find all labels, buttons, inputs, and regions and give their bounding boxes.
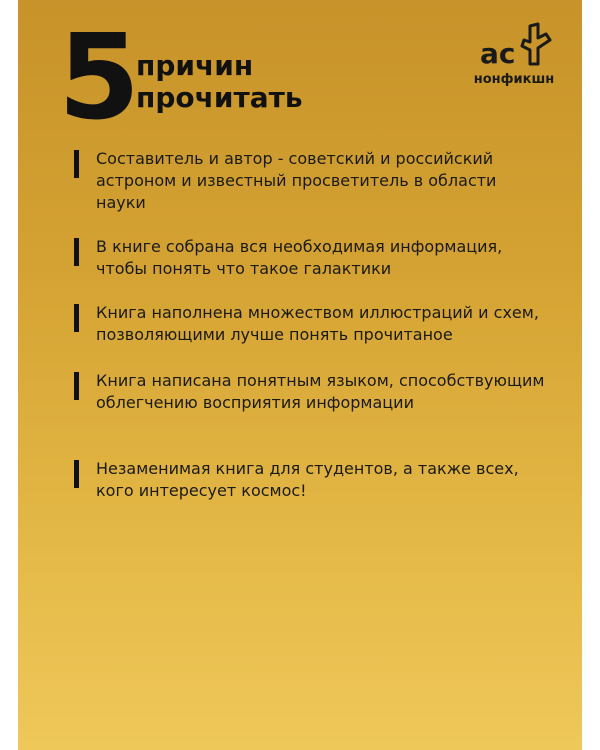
- reasons-count: 5: [58, 8, 139, 146]
- logo-name: нонфикшн: [473, 72, 555, 87]
- bullet-bar: [74, 304, 79, 332]
- reason-text: В книге собрана вся необходимая информация, чтобы понять что такое галактики: [96, 237, 503, 278]
- reason-text: Книга написана понятным языком, способствующим облегчению восприятия информации: [96, 371, 545, 412]
- title-line-2: прочитать: [136, 81, 303, 114]
- page-title: [136, 50, 303, 114]
- bullet-bar: [74, 460, 79, 488]
- title-line-1: причин: [136, 49, 254, 82]
- bullet-bar: [74, 372, 79, 400]
- book-card: [18, 0, 582, 750]
- logo-mark: ас: [480, 37, 516, 70]
- reason-text: Книга наполнена множеством иллюстраций и схем, позволяющими лучше понять прочитаное: [96, 303, 539, 344]
- bullet-bar: [74, 150, 79, 178]
- reason-text: Составитель и автор - советский и российский астроном и известный просветитель в области науки: [96, 149, 497, 212]
- bullet-bar: [74, 238, 79, 266]
- reason-text: Незаменимая книга для студентов, а также всех, кого интересует космос!: [96, 459, 519, 500]
